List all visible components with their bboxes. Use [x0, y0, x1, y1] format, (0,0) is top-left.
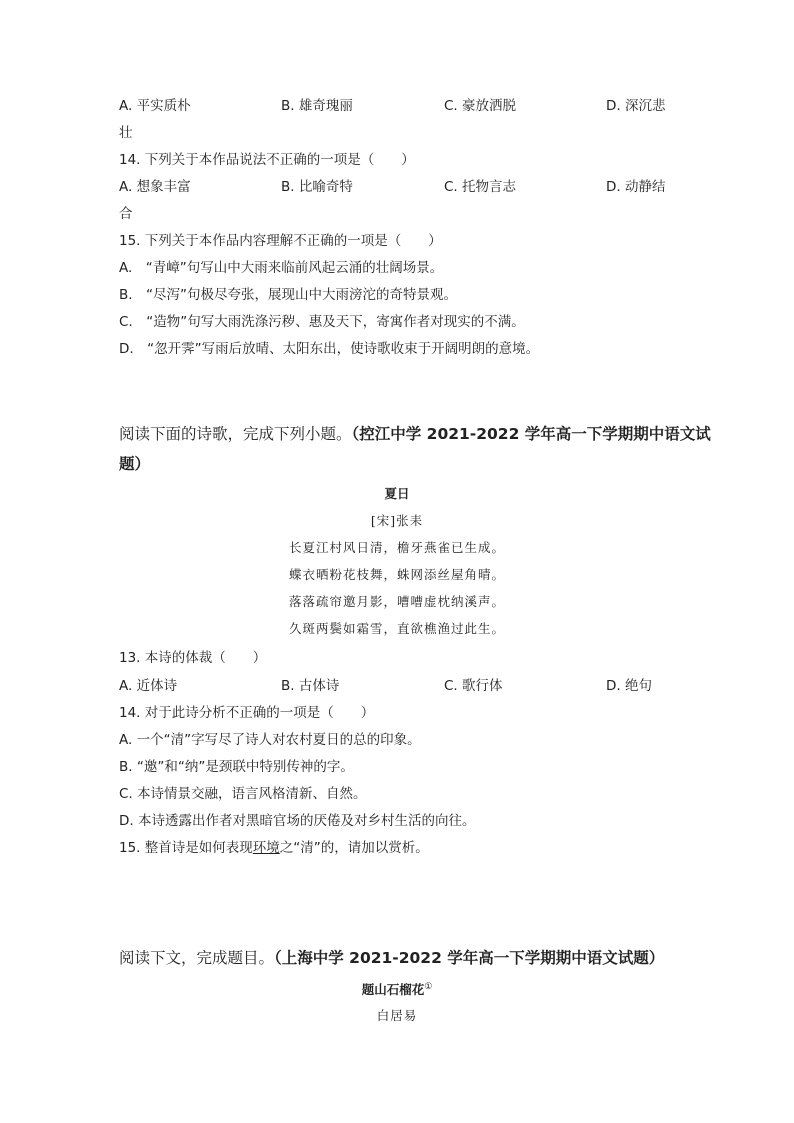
b2-poem-line-1: 长夏江村风日清，檐牙燕雀已生成。 [288, 540, 505, 555]
b2-q13-option-d: D. 绝句 [606, 678, 652, 694]
b2-q14-option-a: A. 一个“清”字写尽了诗人对农村夏日的总的印象。 [119, 732, 421, 748]
b1-q13-option-a: A. 平实质朴 [119, 98, 191, 114]
b2-q15-underlined: 环境 [252, 840, 280, 856]
b2-poem-author: [宋]张耒 [370, 513, 424, 528]
b2-q15-stem [119, 838, 429, 858]
b2-q14-stem: 14. 对于此诗分析不正确的一项是（ ） [119, 705, 375, 721]
b2-poem-line-3: 落落疏帘邀月影，嘈嘈虚枕纳溪声。 [288, 594, 505, 609]
b2-q15-before: 15. 整首诗是如何表现 [119, 840, 253, 856]
b1-q14-option-b: B. 比喻奇特 [281, 179, 353, 195]
b1-q13-option-d: D. 深沉悲 [606, 98, 666, 114]
b2-q13-stem: 13. 本诗的体裁（ ） [119, 650, 267, 666]
b1-q13-option-c: C. 豪放洒脱 [444, 98, 517, 114]
b1-q13-option-b: B. 雄奇瑰丽 [281, 98, 353, 114]
b2-source-line1: （控江中学 2021-2022 学年高一下学期期中语文试 [351, 425, 711, 443]
b3-poem-author: 白居易 [376, 1008, 418, 1023]
b2-q13-option-c: C. 歌行体 [444, 678, 503, 694]
b2-poem-title: 夏日 [384, 486, 410, 501]
b1-q15-option-d: D. “忽开霁”写雨后放晴、太阳东出，使诗歌收束于开阔明朗的意境。 [119, 341, 540, 357]
b2-heading-wrap [119, 452, 150, 476]
b1-q15-option-a: A. “青嶂”句写山中大雨来临前风起云涌的壮阔场景。 [119, 260, 444, 276]
b3-footnote-mark: ① [424, 982, 433, 992]
b1-q14-option-c: C. 托物言志 [444, 179, 517, 195]
b1-q14-option-d: D. 动静结 [606, 179, 666, 195]
b3-source: （上海中学 2021-2022 学年高一下学期期中语文试题） [274, 949, 665, 967]
b2-q15-after: 之“清”的，请加以赏析。 [279, 840, 429, 856]
b2-q13-option-a: A. 近体诗 [119, 678, 178, 694]
b1-q14-stem: 14. 下列关于本作品说法不正确的一项是（ ） [119, 152, 415, 168]
b2-heading [119, 422, 711, 446]
b1-q15-option-b: B. “尽泻”句极尽夸张，展现山中大雨滂沱的奇特景观。 [119, 287, 458, 303]
b1-q14-option-a: A. 想象丰富 [119, 179, 191, 195]
b1-q14-option-d-wrap: 合 [119, 206, 133, 222]
b3-poem-title-row [0, 978, 794, 999]
b2-q14-option-b: B. “邀”和“纳”是颈联中特别传神的字。 [119, 759, 354, 775]
b2-poem-line-2: 蝶衣晒粉花枝舞，蛛网添丝屋角晴。 [288, 567, 505, 582]
b1-q13-option-d-wrap: 壮 [119, 125, 133, 141]
b2-source-line2: 题） [119, 455, 151, 473]
b3-heading [119, 946, 664, 970]
b2-q13-option-b: B. 古体诗 [281, 678, 340, 694]
b2-intro: 阅读下面的诗歌，完成下列小题。 [119, 425, 352, 443]
b2-poem-line-4: 久斑两鬓如霜雪，直欲樵渔过此生。 [288, 621, 505, 636]
b1-q15-option-c: C. “造物”句写大雨洗涤污秽、惠及天下，寄寓作者对现实的不满。 [119, 314, 525, 330]
b2-q14-option-c: C. 本诗情景交融，语言风格清新、自然。 [119, 786, 367, 802]
b2-q14-option-d: D. 本诗透露出作者对黑暗官场的厌倦及对乡村生活的向往。 [119, 813, 476, 829]
b3-poem-title: 题山石榴花 [361, 982, 425, 998]
b1-q15-stem: 15. 下列关于本作品内容理解不正确的一项是（ ） [119, 233, 442, 249]
b3-intro: 阅读下文，完成题目。 [119, 949, 275, 967]
